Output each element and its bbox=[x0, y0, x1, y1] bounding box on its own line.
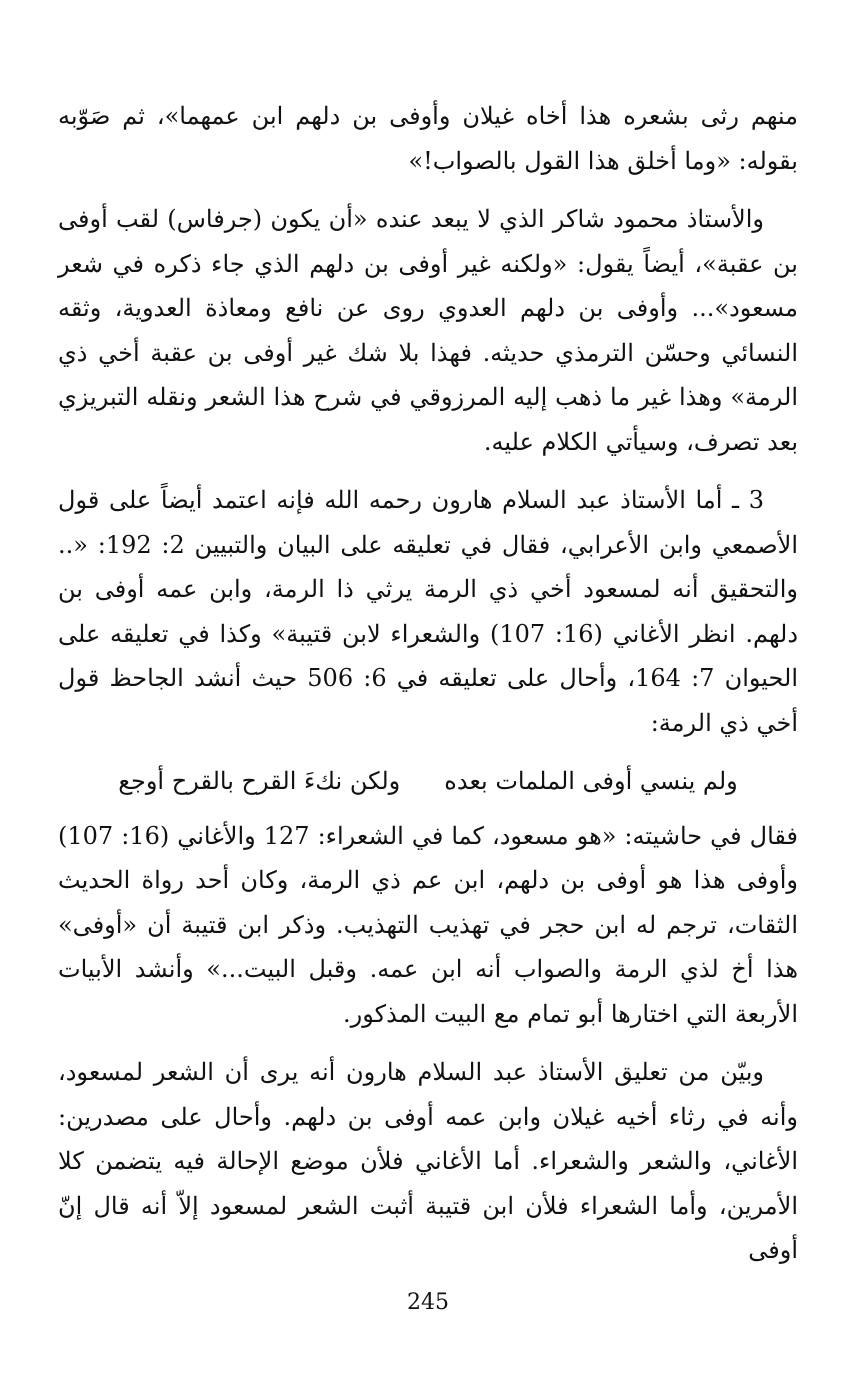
paragraph-4: فقال في حاشيته: «هو مسعود، كما في الشعراء: 127 والأغاني (16: 107) وأوفى هذا هو أوفى بن دلهم، ابن عم ذي الرمة، وكان أحد رواة الحديث الثقات، ترجم له ابن حجر في تهذيب التهذيب. وذكر ابن قتيبة أن «أوفى» هذا أخ لذي الرمة والصواب أنه ابن عمه. وقبل البيت...» وأنشد الأبيات الأربعة التي اختارها أبو تمام مع البيت المذكور. bbox=[58, 821, 798, 1028]
page-number: 245 bbox=[407, 1290, 449, 1315]
paragraph-2: والأستاذ محمود شاكر الذي لا يبعد عنده «أن يكون (جرفاس) لقب أوفى بن عقبة»، أيضاً يقول: «ولكنه غير أوفى بن دلهم الذي جاء ذكره في شعر مسعود»... وأوفى بن دلهم العدوي روى عن نافع ومعاذة العدوية، وثقه النسائي وحسّن الترمذي حديثه. فهذا بلا شك غير أوفى بن عقبة أخي ذي الرمة» وهذا غير ما ذهب إليه المرزوقي في شرح هذا الشعر ونقله التبريزي بعد تصرف، وسيأتي الكلام عليه. bbox=[58, 205, 798, 456]
body-text bbox=[58, 94, 798, 1273]
poetry-verse bbox=[58, 759, 798, 804]
verse-second-hemistich: ولكن نكءَ القرح بالقرح أوجع bbox=[118, 767, 401, 795]
paragraph-3: 3 ـ أما الأستاذ عبد السلام هارون رحمه الله فإنه اعتمد أيضاً على قول الأصمعي وابن الأعرابي، فقال في تعليقه على البيان والتبيين 2: 192: «.. والتحقيق أنه لمسعود أخي ذي الرمة يرثي ذا الرمة، وابن عمه أوفى بن دلهم. انظر الأغاني (16: 107) والشعراء لابن قتيبة» وكذا في تعليقه على الحيوان 7: 164، وأحال على تعليقه في 6: 506 حيث أنشد الجاحظ قول أخي ذي الرمة: bbox=[58, 486, 799, 737]
paragraph-1: منهم رثى بشعره هذا أخاه غيلان وأوفى بن دلهم ابن عمهما»، ثم صَوّبه بقوله: «وما أخلق هذا القول بالصواب!» bbox=[58, 102, 798, 175]
verse-first-hemistich: ولم ينسي أوفى الملمات بعده bbox=[444, 767, 738, 795]
paragraph-5: وبيّن من تعليق الأستاذ عبد السلام هارون أنه يرى أن الشعر لمسعود، وأنه في رثاء أخيه غيلان وابن عمه أوفى بن دلهم. وأحال على مصدرين: الأغاني، والشعر والشعراء. أما الأغاني فلأن موضع الإحالة فيه يتضمن كلا الأمرين، وأما الشعراء فلأن ابن قتيبة أثبت الشعر لمسعود إلاّ أنه قال إنّ أوفى bbox=[58, 1058, 798, 1264]
